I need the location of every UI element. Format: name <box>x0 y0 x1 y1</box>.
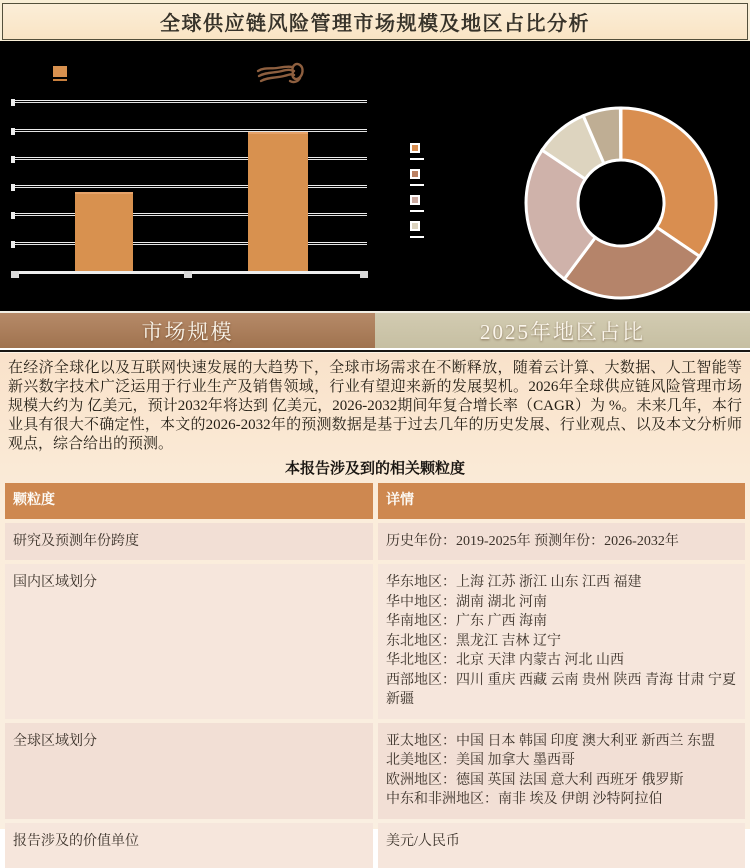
legend-swatch-3 <box>410 195 420 205</box>
row-label: 国内区域划分 <box>5 564 373 719</box>
detail-line: 北美地区：美国 加拿大 墨西哥 <box>386 753 575 768</box>
detail-line: 亚太地区：中国 日本 韩国 印度 澳大利亚 新西兰 东盟 <box>386 733 715 749</box>
page-title: 全球供应链风险管理市场规模及地区占比分析 <box>160 13 590 35</box>
axis-tick <box>11 271 19 278</box>
table-header-granularity: 颗粒度 <box>5 483 373 519</box>
row-label: 研究及预测年份跨度 <box>5 523 373 561</box>
row-details <box>378 564 745 719</box>
axis-tick <box>360 271 368 278</box>
donut-legend <box>410 143 420 247</box>
row-label: 全球区域划分 <box>5 723 373 819</box>
row-details <box>378 723 745 819</box>
table-row <box>5 723 745 819</box>
legend-swatch-4 <box>410 221 420 231</box>
row-details <box>378 823 745 868</box>
granularity-table <box>5 483 745 868</box>
bar-value-1 <box>75 192 133 272</box>
title-bar <box>0 0 750 41</box>
banner-market-size-label: 市场规模 <box>141 319 234 344</box>
charts-section <box>0 41 750 313</box>
detail-line: 华北地区：北京 天津 内蒙古 河北 山西 <box>386 653 624 668</box>
detail-line: 历史年份：2019-2025年 预测年份：2026-2032年 <box>386 533 679 549</box>
bar-plot-area <box>0 41 375 272</box>
row-details <box>378 523 745 561</box>
banner-region-share-label: 2025年地区占比 <box>480 319 645 344</box>
detail-line: 华东地区：上海 江苏 浙江 山东 江西 福建 <box>386 575 642 590</box>
table-row <box>5 564 745 719</box>
legend-swatch-2 <box>410 169 420 179</box>
table-heading: 本报告涉及到的相关颗粒度 <box>284 461 465 477</box>
axis-tick <box>184 271 192 278</box>
detail-line: 东北地区：黑龙江 吉林 辽宁 <box>386 633 561 649</box>
table-row <box>5 823 745 868</box>
bar-value-2 <box>248 132 308 272</box>
detail-line: 华南地区：广东 广西 海南 <box>386 614 547 629</box>
banner-region-share <box>375 313 750 348</box>
detail-line: 华中地区：湖南 湖北 河南 <box>386 594 547 610</box>
banner-market-size <box>0 313 375 348</box>
detail-line: 中东和非洲地区：南非 埃及 伊朗 沙特阿拉伯 <box>386 792 663 807</box>
row-label: 报告涉及的价值单位 <box>5 823 373 868</box>
intro-paragraph: 在经济全球化以及互联网快速发展的大趋势下，全球市场需求在不断释放，随着云计算、大数据、人工智能等新兴数字技术广泛运用于行业生产及销售领域，行业有望迎来新的发展契机。2026年全球供应链风险管理市场规模大约为 亿美元，预计2032年将达到 亿美元，2026-2032期间年复合增长率（CAGR）为 %。未来几年，本行业具有很大不确定性，本文的2026-2032年的预测数据是基于过去几年的历史发展、行业观点、以及本文分析师观点，综合给出的预测。 <box>8 360 742 452</box>
table-header-details: 详情 <box>378 483 745 519</box>
table-header-row <box>5 483 745 519</box>
content-section <box>0 353 750 849</box>
banner-row <box>0 313 750 348</box>
detail-line: 欧洲地区：德国 英国 法国 意大利 西班牙 俄罗斯 <box>386 772 684 788</box>
detail-line: 美元/人民币 <box>386 833 460 849</box>
legend-swatch-1 <box>410 143 420 153</box>
title-panel <box>2 3 748 40</box>
donut-svg <box>520 102 722 304</box>
detail-line: 西部地区：四川 重庆 西藏 云南 贵州 陕西 青海 甘肃 宁夏 新疆 <box>386 672 736 707</box>
table-row <box>5 523 745 561</box>
